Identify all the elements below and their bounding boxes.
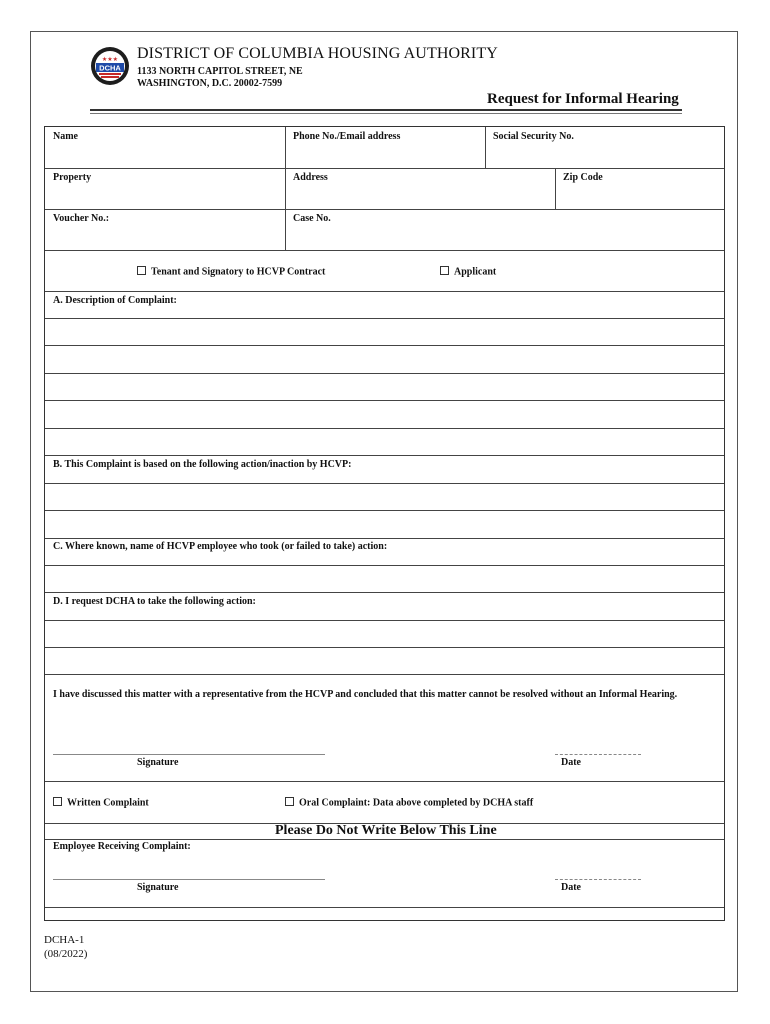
col-divider: [285, 127, 286, 250]
tenant-option[interactable]: [137, 266, 325, 278]
form-table: [44, 126, 725, 921]
tenant-checkbox[interactable]: [137, 266, 146, 275]
section-a-label: A. Description of Complaint:: [53, 295, 177, 306]
row-divider: [45, 250, 724, 251]
applicant-date-line[interactable]: [555, 754, 641, 755]
applicant-signature-line[interactable]: [53, 754, 325, 755]
applicant-signature-label: Signature: [137, 757, 179, 768]
row-divider: [45, 674, 724, 675]
oral-complaint-checkbox[interactable]: [285, 797, 294, 806]
zip-code-label: Zip Code: [563, 172, 603, 183]
applicant-option[interactable]: [440, 266, 496, 278]
section-d-label: D. I request DCHA to take the following action:: [53, 596, 256, 607]
write-line[interactable]: [45, 373, 724, 374]
declaration-text: I have discussed this matter with a representative from the HCVP and concluded that this matter cannot be resolved without an Informal Hearing.: [53, 689, 678, 700]
employee-signature-label: Signature: [137, 882, 179, 893]
dcha-logo: [90, 46, 130, 86]
applicant-option-label: Applicant: [454, 266, 497, 278]
written-complaint-option[interactable]: [53, 797, 149, 809]
org-address-line1: 1133 NORTH CAPITOL STREET, NE: [137, 66, 303, 77]
org-address-line2: WASHINGTON, D.C. 20002-7599: [137, 78, 283, 89]
form-id: DCHA-1: [44, 934, 85, 946]
name-label: Name: [53, 131, 78, 142]
col-divider: [555, 168, 556, 209]
write-line[interactable]: [45, 483, 724, 484]
section-b-label: B. This Complaint is based on the following action/inaction by HCVP:: [53, 459, 352, 470]
case-label: Case No.: [293, 213, 331, 224]
oral-complaint-label: Oral Complaint: Data above completed by DCHA staff: [299, 797, 534, 809]
write-line[interactable]: [45, 647, 724, 648]
svg-text:DCHA: DCHA: [99, 63, 121, 73]
row-divider: [45, 455, 724, 456]
write-line[interactable]: [45, 620, 724, 621]
svg-text:★★★: ★★★: [101, 56, 119, 63]
header-rule-thin: [90, 113, 682, 114]
org-name: DISTRICT OF COLUMBIA HOUSING AUTHORITY: [137, 45, 498, 62]
row-divider: [45, 538, 724, 539]
row-divider: [45, 907, 724, 908]
header-rule: [90, 109, 682, 111]
ssn-label: Social Security No.: [493, 131, 574, 142]
row-divider: [45, 781, 724, 782]
written-complaint-label: Written Complaint: [67, 797, 149, 809]
col-divider: [485, 127, 486, 168]
employee-date-label: Date: [561, 882, 581, 893]
row-divider: [45, 592, 724, 593]
address-label: Address: [293, 172, 328, 183]
applicant-checkbox[interactable]: [440, 266, 449, 275]
oral-complaint-option[interactable]: [285, 797, 533, 809]
form-revision: (08/2022): [44, 948, 88, 960]
row-divider: [45, 839, 724, 840]
row-divider: [45, 291, 724, 292]
phone-email-label: Phone No./Email address: [293, 131, 401, 142]
do-not-write-banner: Please Do Not Write Below This Line: [275, 823, 497, 838]
form-title: Request for Informal Hearing: [487, 91, 679, 107]
voucher-label: Voucher No.:: [53, 213, 110, 224]
employee-date-line[interactable]: [555, 879, 641, 880]
employee-signature-line[interactable]: [53, 879, 325, 880]
property-label: Property: [53, 172, 92, 183]
row-divider: [45, 168, 724, 169]
write-line[interactable]: [45, 565, 724, 566]
written-complaint-checkbox[interactable]: [53, 797, 62, 806]
write-line[interactable]: [45, 510, 724, 511]
row-divider: [45, 209, 724, 210]
applicant-date-label: Date: [561, 757, 581, 768]
section-c-label: C. Where known, name of HCVP employee who took (or failed to take) action:: [53, 541, 388, 552]
write-line[interactable]: [45, 428, 724, 429]
employee-receiving-label: Employee Receiving Complaint:: [53, 841, 191, 852]
write-line[interactable]: [45, 345, 724, 346]
write-line[interactable]: [45, 400, 724, 401]
tenant-option-label: Tenant and Signatory to HCVP Contract: [151, 266, 326, 278]
write-line[interactable]: [45, 318, 724, 319]
